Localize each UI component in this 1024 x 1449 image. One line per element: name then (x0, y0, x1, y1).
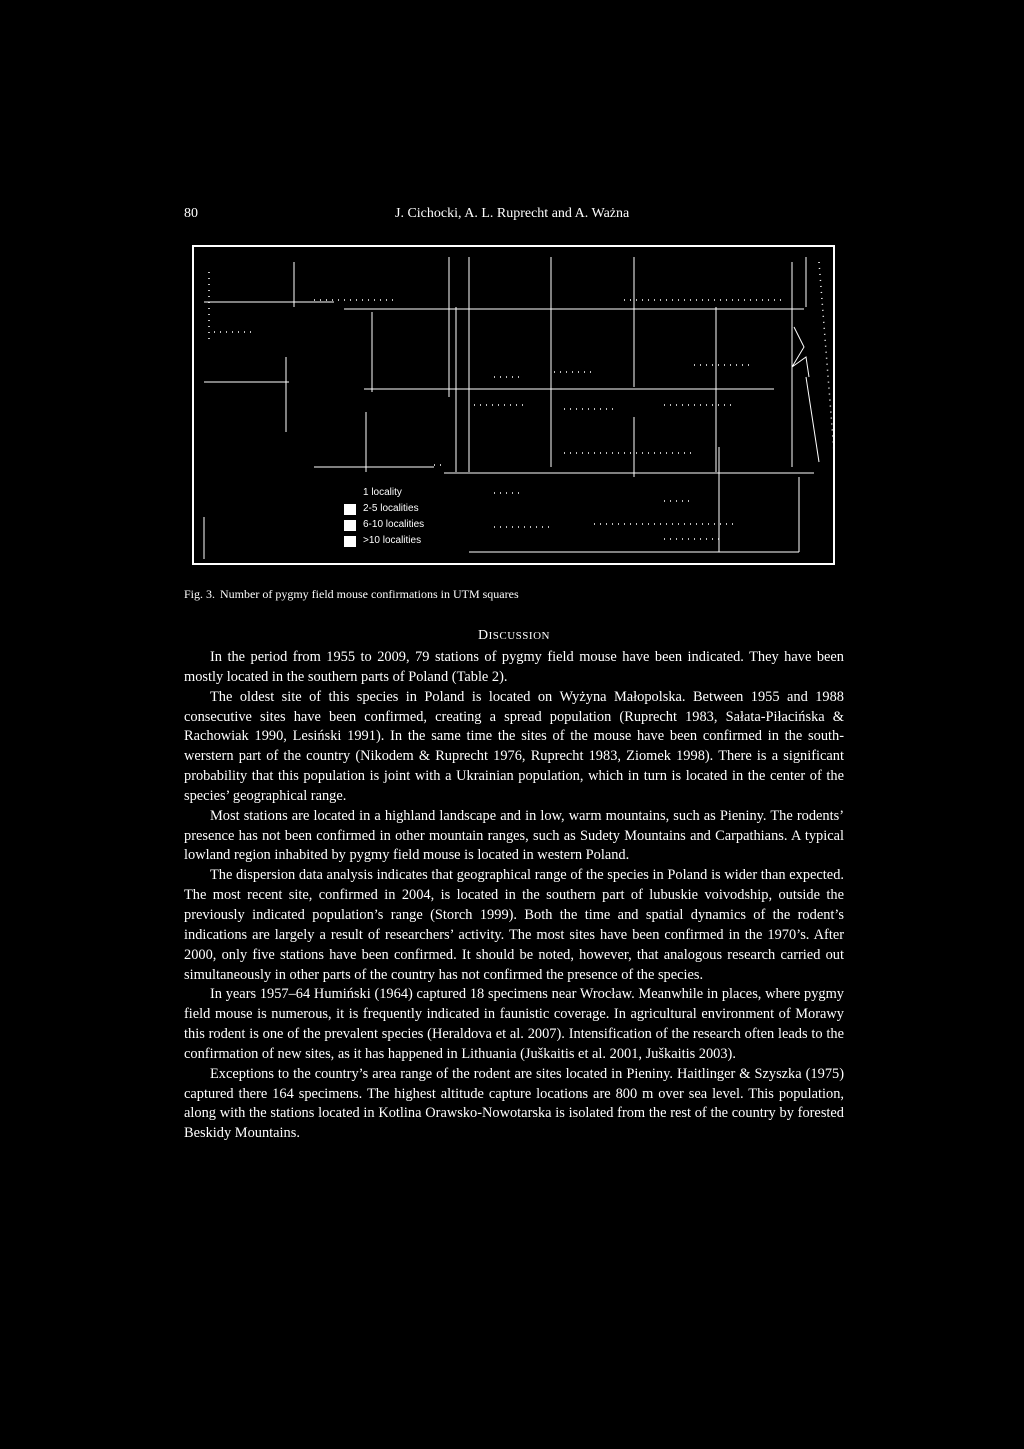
page-number: 80 (184, 206, 198, 221)
paragraph: In years 1957–64 Humiński (1964) captured 18 specimens near Wrocław. Meanwhile in places, where pygmy field mouse is numerous, it is frequently indicated in faunistic coverage. In agricultural environment of Morawy this rodent is one of the prevalent species (Heraldova et al. 2007). Intensification of the research often leads to the confirmation of new sites, as it has happened in Lithuania (Juškaitis et al. 2001, Juškaitis 2003). (184, 986, 844, 1062)
map-legend (344, 485, 424, 549)
paragraph: The dispersion data analysis indicates that geographical range of the species in Poland is wider than expected. The most recent site, confirmed in 2004, is located in the southern part of lubuskie voivodship, outside the previously indicated population’s range (Storch 1999). Both the time and spatial dynamics of the rodent’s indications are largely a result of researchers’ activity. The most sites have been confirmed in the 1970’s. After 2000, only five stations have been confirmed. It should be noted, however, that analogous research carried out simultaneously in other parts of the country has not confirmed the presence of the species. (184, 867, 844, 983)
legend-label: 1 locality (363, 487, 402, 498)
legend-item (344, 517, 424, 533)
legend-marker-filled (344, 504, 356, 515)
caption-prefix: Fig. 3. (184, 587, 216, 601)
paragraph: The oldest site of this species in Poland is located on Wyżyna Małopolska. Between 1955 and 1988 consecutive sites have been confirmed, creating a spread population (Ruprecht 1983, Sałata-Piłacińska & Rachowiak 1990, Lesiński 1991). In the same time the sites of the mouse have been confirmed in the south-werstern part of the country (Nikodem & Ruprecht 1976, Ruprecht 1983, Ziomek 1998). There is a significant probability that this population is joint with a Ukrainian population, which in turn is located in the center of the species’ geographical range. (184, 688, 844, 804)
running-authors: J. Cichocki, A. L. Ruprecht and A. Ważna (395, 206, 630, 221)
figure-caption (184, 587, 519, 602)
legend-item (344, 501, 424, 517)
body-text (184, 648, 844, 1144)
legend-item (344, 533, 424, 549)
legend-label: 2-5 localities (363, 503, 419, 514)
legend-label: 6-10 localities (363, 519, 425, 530)
legend-marker-empty (344, 488, 356, 499)
section-heading-rest: ISCUSSION (488, 630, 550, 642)
running-header (184, 206, 844, 226)
section-heading (184, 628, 844, 644)
legend-label: >10 localities (363, 535, 422, 546)
paragraph: Exceptions to the country’s area range of the rodent are sites located in Pieniny. Haitlinger & Szyszka (1975) captured there 164 specimens. The highest altitude capture locations are 800 m over sea level. This population, along with the stations located in Kotlina Orawsko-Nowotarska is isolated from the rest of the country by forested Beskidy Mountains. (184, 1065, 844, 1142)
section-heading-initial: D (478, 628, 489, 643)
paragraph: Most stations are located in a highland landscape and in low, warm mountains, such as Pieniny. The rodents’ presence has not been confirmed in other mountain ranges, such as Sudety Mountains and Carpathians. A typical lowland region inhabited by pygmy field mouse is located in western Poland. (184, 807, 844, 864)
legend-item (344, 485, 424, 501)
utm-map-figure (192, 245, 835, 565)
legend-marker-filled (344, 536, 356, 547)
legend-marker-filled (344, 520, 356, 531)
caption-text: Number of pygmy field mouse confirmations in UTM squares (220, 587, 519, 601)
utm-map (194, 247, 833, 563)
paragraph: In the period from 1955 to 2009, 79 stations of pygmy field mouse have been indicated. They have been mostly located in the southern parts of Poland (Table 2). (184, 649, 844, 685)
